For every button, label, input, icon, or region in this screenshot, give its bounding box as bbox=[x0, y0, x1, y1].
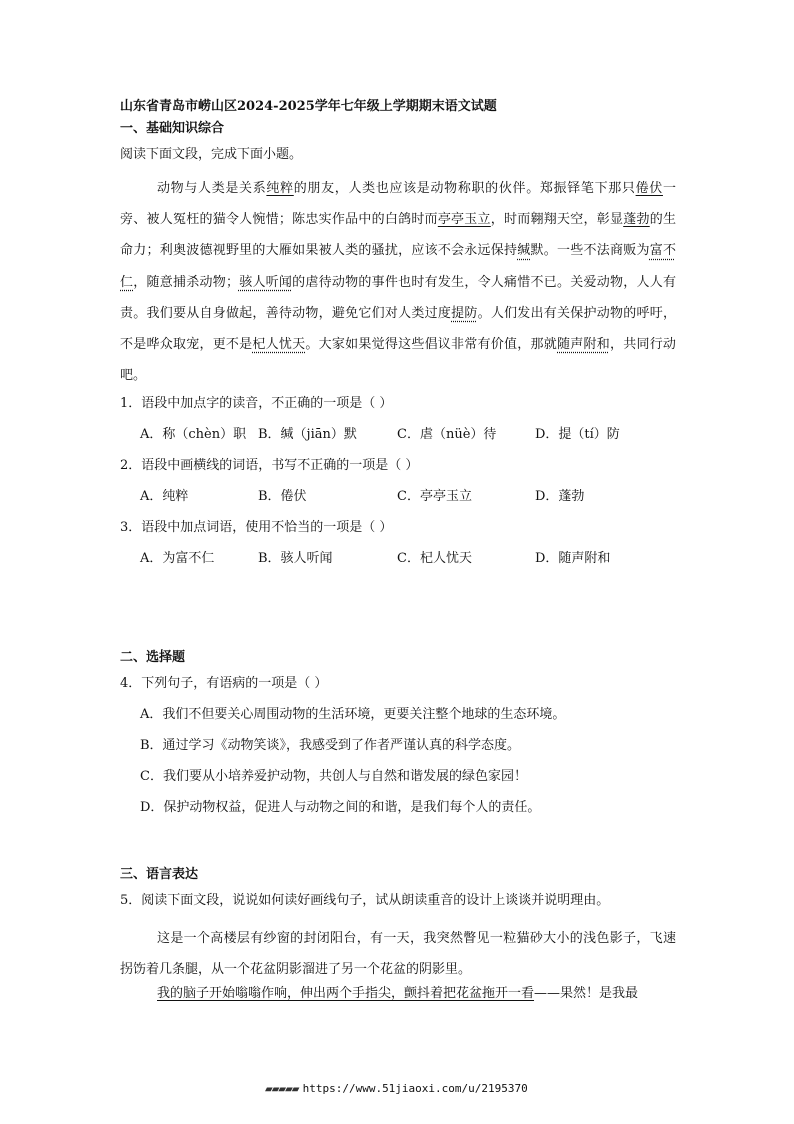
q3-option-a: A．为富不仁 bbox=[140, 551, 215, 566]
passage-2: 这是一个高楼层有纱窗的封闭阳台，有一天，我突然瞥见一粒猫砂大小的浅色影子，飞速拐饬着几条腿，从一个花盆阴影溜进了另一个花盆的阴影里。 bbox=[120, 931, 676, 977]
q2-option-c: C．亭亭玉立 bbox=[397, 489, 472, 504]
section-3-heading: 三、语言表达 bbox=[120, 867, 199, 882]
dotted-word-tifang: 提防 bbox=[451, 305, 478, 321]
underlined-word-tingting: 亭亭玉立 bbox=[437, 212, 491, 228]
footer-url-link[interactable]: https://www.51jiaoxi.com/u/2195370 bbox=[302, 1082, 528, 1095]
question-4: 4．下列句子，有语病的一项是（ ） bbox=[120, 676, 328, 691]
page-title: 山东省青岛市崂山区2024-2025学年七年级上学期期末语文试题 bbox=[120, 99, 497, 114]
section-1-instruction: 阅读下面文段，完成下面小题。 bbox=[120, 147, 303, 162]
q4-option-d: D．保护动物权益，促进人与动物之间的和谐，是我们每个人的责任。 bbox=[140, 800, 541, 815]
passage-1: 动物与人类是关系纯粹的朋友，人类也应该是动物称职的伙伴。郑振铎笔下那只倦伏一旁、被人冤枉的猫令人惋惜；陈忠实作品中的白鸽时而亭亭玉立，时而翱翔天空，彰显蓬勃的生命力；利奥波德视野里的大雁如果被人类的骚扰，应该不会永远保持缄默。一些不法商贩为富不仁，随意捕杀动物；骇人听闻的虐待动物的事件也时有发生，令人痛惜不已。关爱动物，人人有责。我们要从自身做起，善待动物，避免它们对人类过度提防。人们发出有关保护动物的呼吁，不是哗众取宠，更不是杞人忧天。大家如果觉得这些倡议非常有价值，那就随声附和，共同行动吧。 bbox=[120, 181, 676, 384]
footer bbox=[265, 1080, 528, 1099]
dotted-char-jian: 缄 bbox=[517, 243, 531, 259]
section-2-heading: 二、选择题 bbox=[120, 650, 186, 665]
dotted-word-hairen: 骇人听闻 bbox=[238, 274, 293, 290]
q4-option-a: A．我们不但要关心周围动物的生活环境，更要关注整个地球的生态环境。 bbox=[140, 707, 566, 722]
section-1-heading: 一、基础知识综合 bbox=[120, 121, 225, 136]
question-3: 3．语段中加点词语，使用不恰当的一项是（ ） bbox=[120, 520, 393, 535]
dotted-word-suisheng: 随声附和 bbox=[557, 337, 610, 353]
underlined-word-chuncui: 纯粹 bbox=[266, 181, 294, 196]
q2-option-d: D．蓬勃 bbox=[535, 489, 585, 504]
underlined-word-peng: 蓬 bbox=[623, 212, 637, 228]
q1-option-c: C．虐（nüè）待 bbox=[397, 427, 497, 442]
footer-logo-mark: ▰▰▰▰▰ bbox=[265, 1084, 299, 1095]
q3-option-c: C．杞人忧天 bbox=[397, 551, 472, 566]
question-5: 5．阅读下面文段，说说如何读好画线句子，试从朗读重音的设计上谈谈并说明理由。 bbox=[120, 893, 610, 908]
q4-option-b: B．通过学习《动物笑谈》，我感受到了作者严谨认真的科学态度。 bbox=[140, 738, 521, 753]
underlined-sentence: 我的脑子开始嗡嗡作响，伸出两个手指尖，颤抖着把花盆拖开一看 bbox=[157, 986, 535, 1001]
dotted-word-qiren: 杞人忧天 bbox=[252, 337, 306, 353]
passage-2-line-3: 我的脑子开始嗡嗡作响，伸出两个手指尖，颤抖着把花盆拖开一看——果然！是我最 bbox=[157, 986, 639, 1001]
question-1: 1．语段中加点字的读音，不正确的一项是（ ） bbox=[120, 396, 393, 411]
q2-option-a: A．纯粹 bbox=[140, 489, 189, 504]
q2-option-b: B．倦伏 bbox=[258, 489, 307, 504]
q4-option-c: C．我们要从小培养爱护动物，共创人与自然和谐发展的绿色家园！ bbox=[140, 769, 527, 784]
q1-option-a: A．称（chèn）职 bbox=[140, 427, 247, 442]
q3-option-b: B．骇人听闻 bbox=[258, 551, 333, 566]
q1-option-b: B．缄（jiān）默 bbox=[258, 427, 357, 442]
q3-option-d: D．随声附和 bbox=[535, 551, 611, 566]
dotted-word-weifu: 富不仁 bbox=[120, 243, 676, 290]
underlined-word-bo: 勃 bbox=[636, 212, 650, 228]
q1-option-d: D．提（tí）防 bbox=[535, 427, 620, 442]
underlined-word-juanfu: 倦伏 bbox=[635, 181, 663, 196]
question-2: 2．语段中画横线的词语，书写不正确的一项是（ ） bbox=[120, 458, 419, 473]
